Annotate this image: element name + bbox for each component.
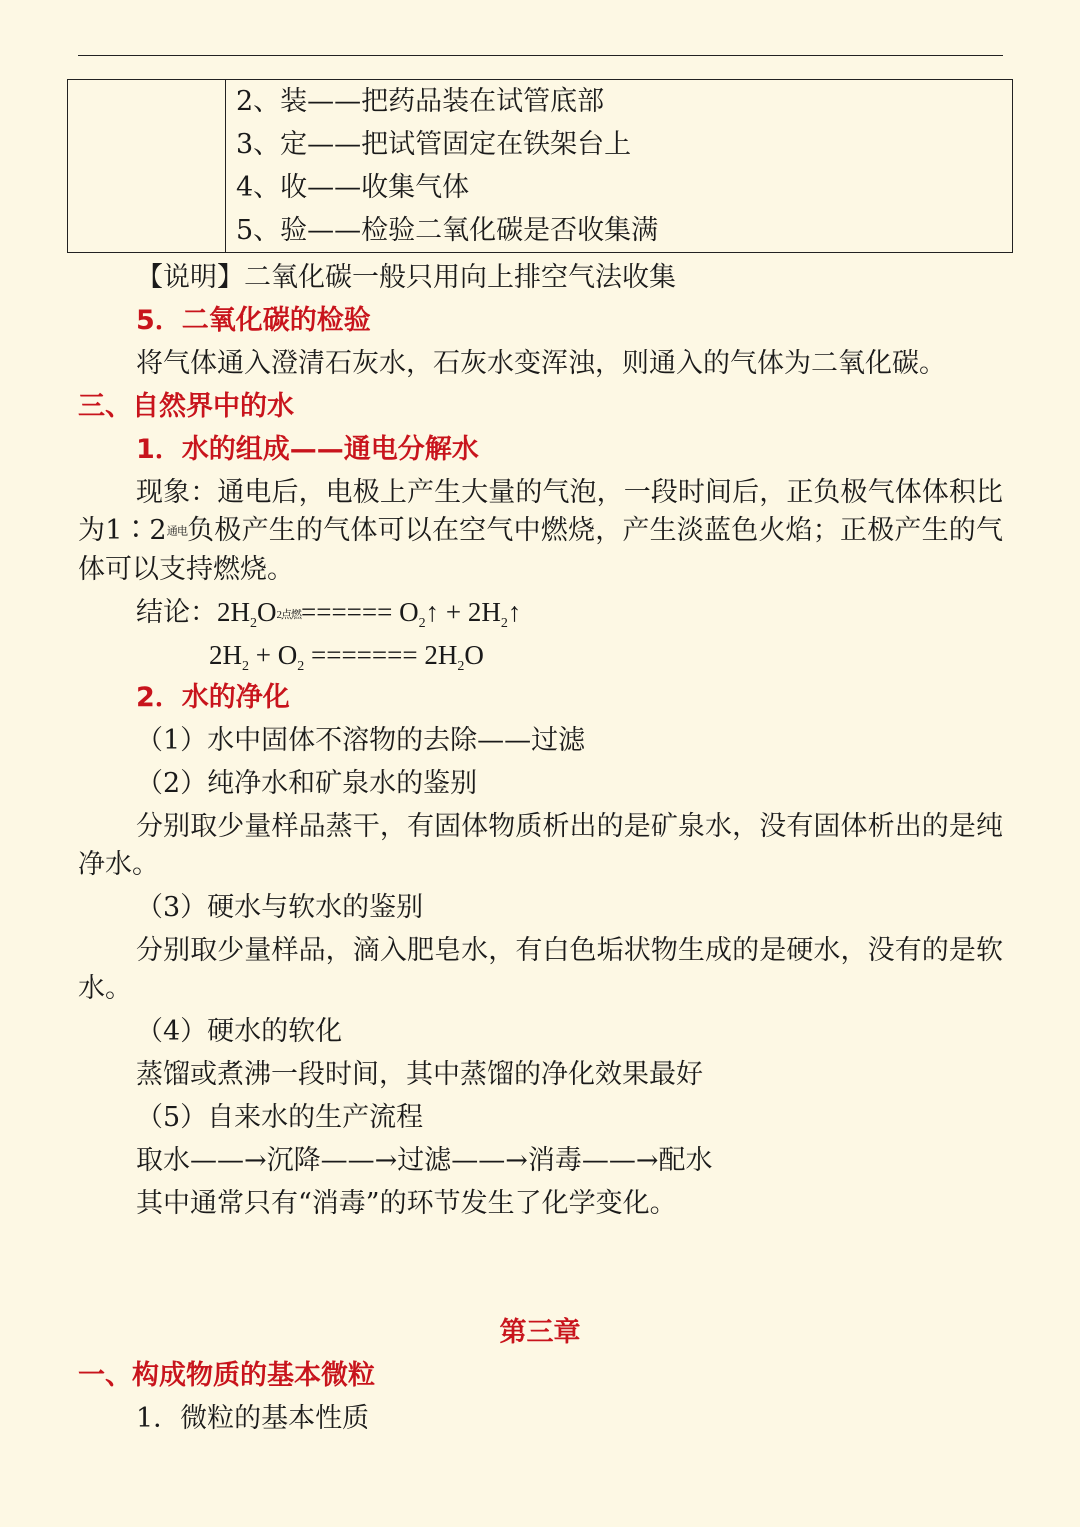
tap-water-note: 其中通常只有“消毒”的环节发生了化学变化。 bbox=[136, 1188, 677, 1219]
phenomenon-paragraph: 现象：通电后，电极上产生大量的气泡，一段时间后，正负极气体体积比为1∶2通电负极产生的气体可以在空气中燃烧，产生淡蓝色火焰；正极产生的气体可以支持燃烧。 bbox=[78, 477, 1004, 585]
header-rule bbox=[78, 55, 1003, 56]
steps-table-label-cell bbox=[68, 80, 226, 253]
purification-item-5: （5）自来水的生产流程 bbox=[136, 1102, 424, 1133]
steps-table bbox=[67, 79, 1013, 253]
note-text: 【说明】二氧化碳一般只用向上排空气法收集 bbox=[136, 262, 676, 293]
chapter3-sub1: 1．微粒的基本性质 bbox=[136, 1403, 370, 1434]
conclusion-equation-2: $2H_2 + O_2$ ======= $2H_2O$ bbox=[209, 640, 484, 674]
co2-test-text: 将气体通入澄清石灰水，石灰水变浑浊，则通入的气体为二氧化碳。 bbox=[136, 348, 946, 379]
step-item: 3、定——把试管固定在铁架台上 bbox=[236, 129, 632, 160]
water-composition-heading: 1．水的组成——通电分解水 bbox=[136, 434, 479, 465]
purification-item-4-text: 蒸馏或煮沸一段时间，其中蒸馏的净化效果最好 bbox=[136, 1059, 703, 1090]
chapter3-section1-heading: 一、构成物质的基本微粒 bbox=[78, 1360, 375, 1391]
section3-heading: 三、自然界中的水 bbox=[78, 391, 294, 422]
conclusion-equation-1: 结论：$2H_2O2$点燃====== $O_2↑$ + $2H_2↑$ bbox=[136, 597, 522, 631]
purification-item-2-text: 分别取少量样品蒸干，有固体物质析出的是矿泉水，没有固体析出的是纯净水。 bbox=[78, 811, 1003, 880]
steps-table-content-cell bbox=[226, 80, 1013, 253]
electrolysis-overlay: 通电 bbox=[166, 524, 188, 538]
step-item: 5、验——检验二氧化碳是否收集满 bbox=[236, 215, 659, 246]
purification-item-4: （4）硬水的软化 bbox=[136, 1016, 343, 1047]
purification-item-1: （1）水中固体不溶物的去除——过滤 bbox=[136, 725, 586, 756]
chapter-title: 第三章 bbox=[499, 1317, 581, 1348]
purification-item-2: （2）纯净水和矿泉水的鉴别 bbox=[136, 768, 478, 799]
water-purification-heading: 2．水的净化 bbox=[136, 682, 290, 713]
purification-item-3-text: 分别取少量样品，滴入肥皂水，有白色垢状物生成的是硬水，没有的是软水。 bbox=[78, 935, 1003, 1004]
purification-item-3: （3）硬水与软水的鉴别 bbox=[136, 892, 424, 923]
step-item: 4、收——收集气体 bbox=[236, 172, 470, 203]
step-item: 2、装——把药品装在试管底部 bbox=[236, 86, 605, 117]
co2-test-heading: 5．二氧化碳的检验 bbox=[136, 305, 371, 336]
equation-overlay: 2点燃 bbox=[276, 608, 301, 621]
tap-water-flow: 取水——→沉降——→过滤——→消毒——→配水 bbox=[136, 1145, 713, 1176]
